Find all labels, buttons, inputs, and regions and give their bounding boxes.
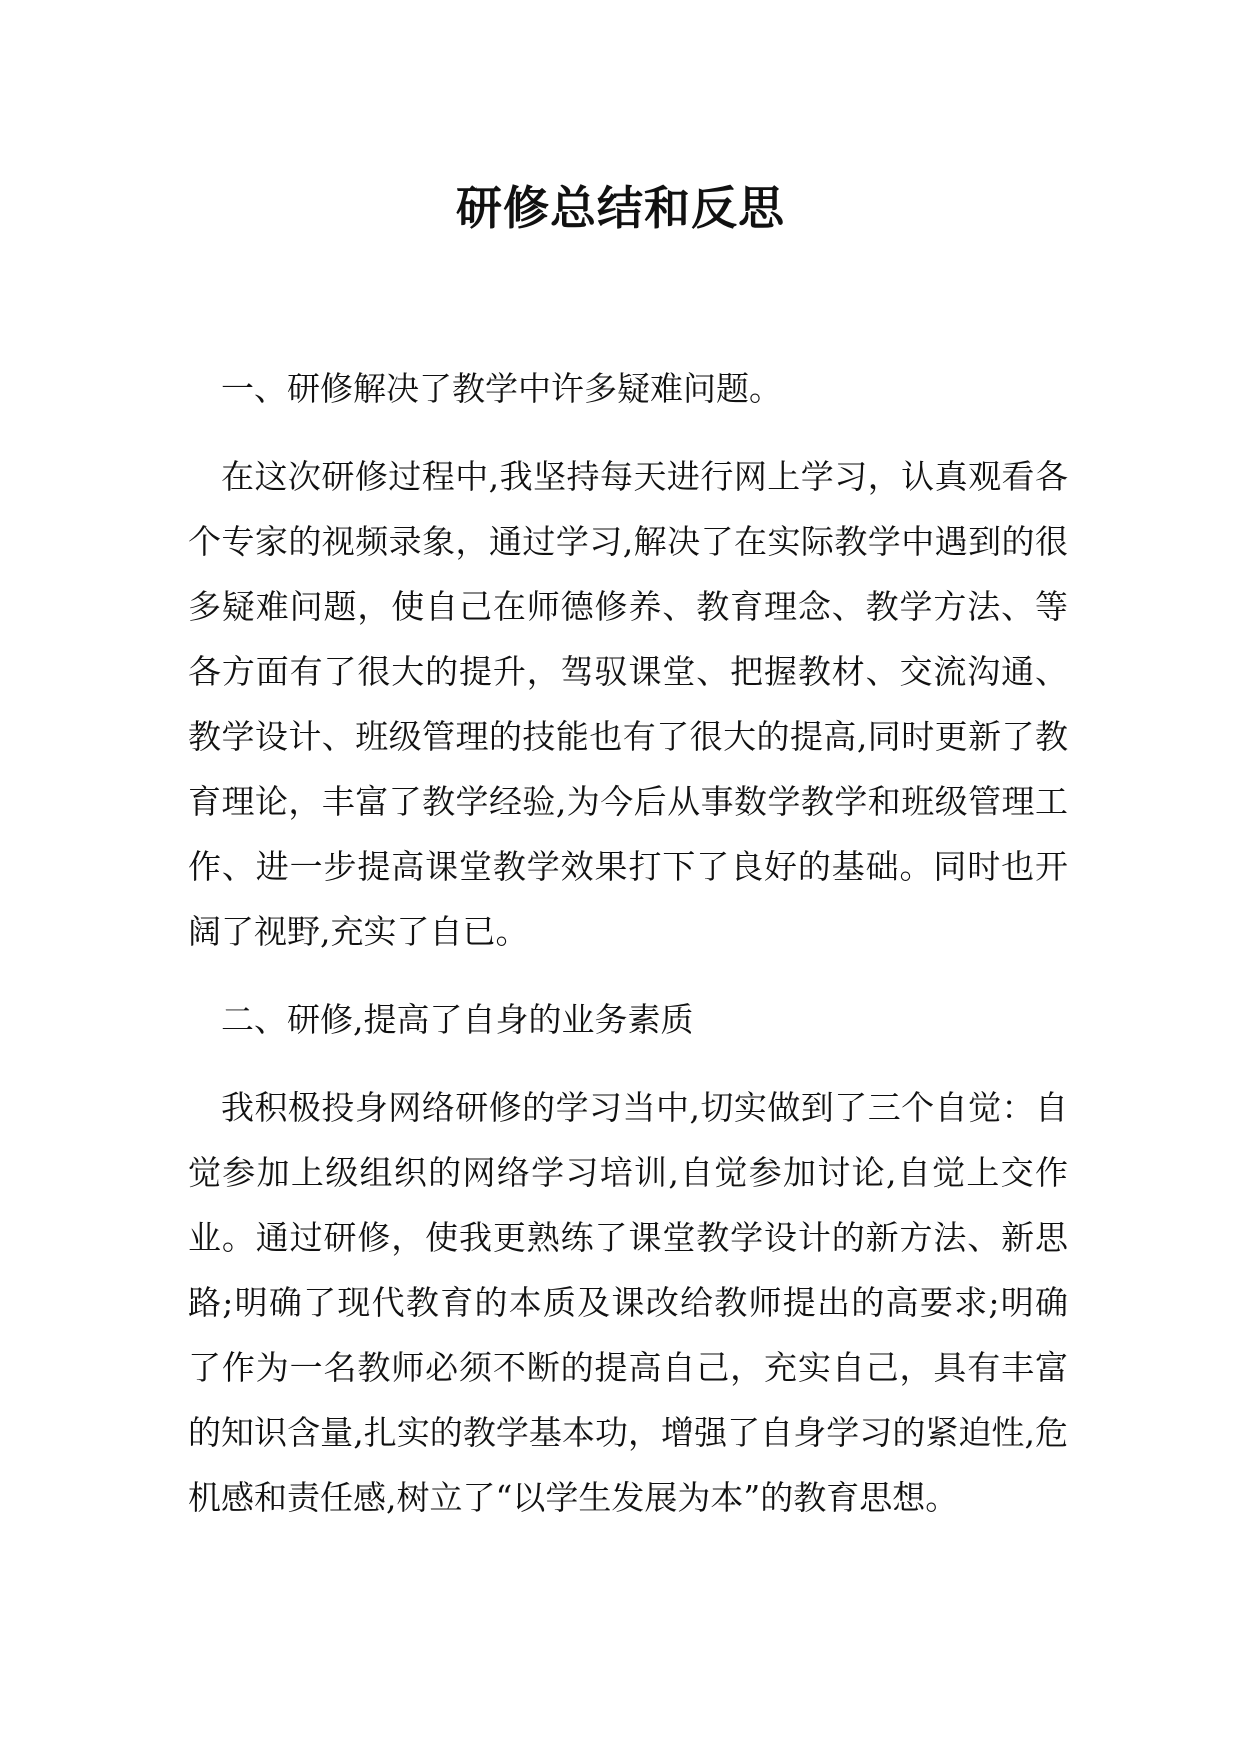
section-2-heading: 二、研修,提高了自身的业务素质 — [221, 1000, 694, 1039]
spacer — [188, 1052, 1068, 1075]
document-body — [188, 356, 1068, 1530]
section-2-paragraph: 我积极投身网络研修的学习当中,切实做到了三个自觉：自觉参加上级组织的网络学习培训,自觉参加讨论,自觉上交作业。通过研修，使我更熟练了课堂教学设计的新方法、新思路;明确了现代教育的本质及课改给教师提出的高要求;明确了作为一名教师必须不断的提高自己，充实自己，具有丰富的知识含量,扎实的教学基本功，增强了自身学习的紧迫性,危机感和责任感,树立了“以学生发展为本”的教育思想。 — [188, 1088, 1068, 1517]
spacer — [188, 421, 1068, 444]
section-1-paragraph: 在这次研修过程中,我坚持每天进行网上学习，认真观看各个专家的视频录象，通过学习,解决了在实际教学中遇到的很多疑难问题，使自己在师德修养、教育理念、教学方法、等各方面有了很大的提升，驾驭课堂、把握教材、交流沟通、教学设计、班级管理的技能也有了很大的提高,同时更新了教育理论，丰富了教学经验,为今后从事数学教学和班级管理工作、进一步提高课堂教学效果打下了良好的基础。同时也开阔了视野,充实了自已。 — [188, 457, 1068, 951]
section-1-heading: 一、研修解决了教学中许多疑难问题。 — [221, 369, 782, 408]
document-title: 研修总结和反思 — [456, 181, 785, 235]
spacer — [188, 964, 1068, 987]
